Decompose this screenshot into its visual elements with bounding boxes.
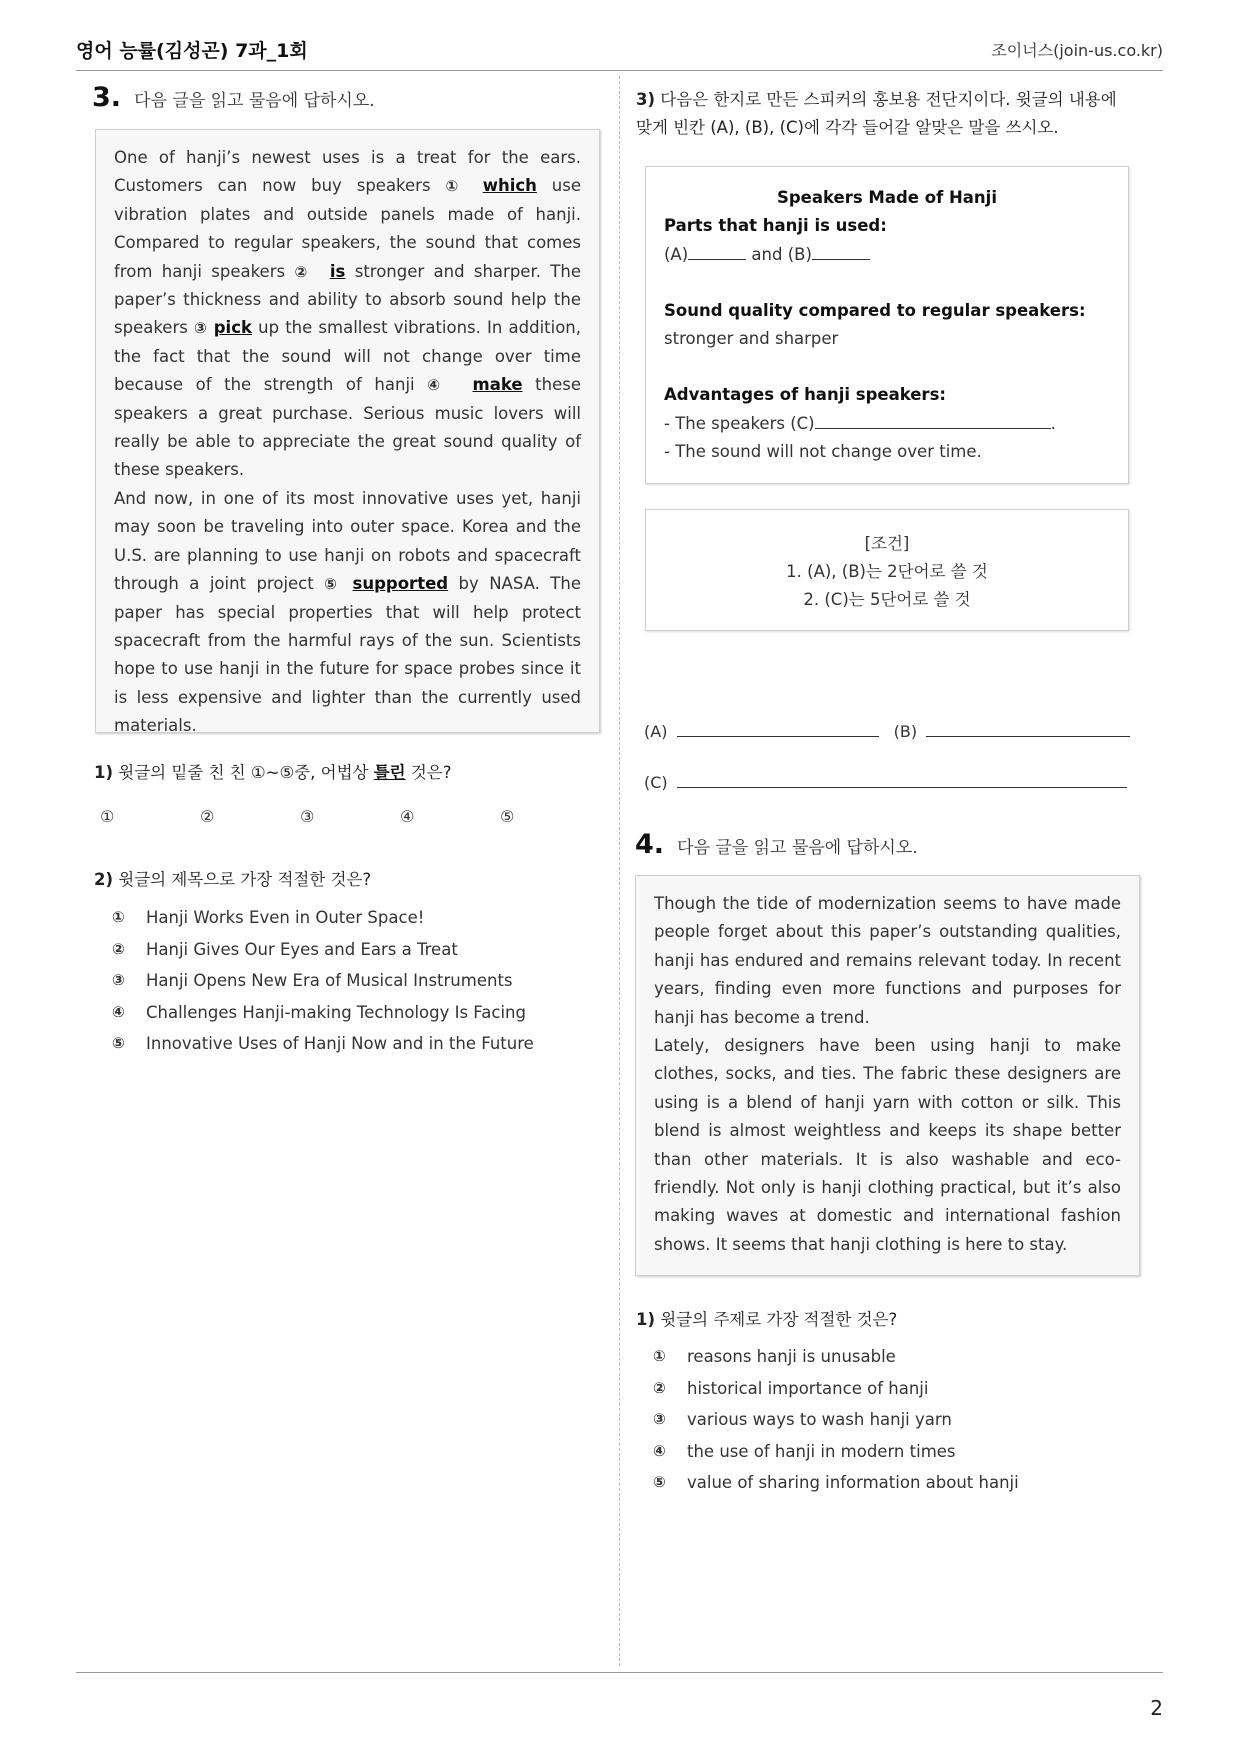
passage-text: stronger and sharper. The paper’s thickness and ability to absorb sound help the speakers xyxy=(114,261,581,338)
choice-number: ② xyxy=(653,1378,666,1397)
passage-4 xyxy=(635,875,1140,1276)
choice-number: ③ xyxy=(112,971,125,990)
blank-a[interactable] xyxy=(688,245,746,260)
subquestion-text: 것은? xyxy=(405,763,452,782)
choice-item[interactable] xyxy=(112,940,534,972)
blank-a-label: (A) xyxy=(664,244,689,264)
marker-1: ① xyxy=(445,177,468,196)
passage-text: use vibration plates and outside panels made of hanji. Compared to regular speakers, the sound that comes from hanji speakers xyxy=(114,176,582,281)
choice-text: value of sharing information about hanji xyxy=(687,1473,1019,1493)
subquestion-text: 윗글의 주제로 가장 적절한 것은? xyxy=(660,1310,898,1329)
option-4[interactable]: ④ xyxy=(400,807,415,826)
choice-item[interactable] xyxy=(653,1347,1019,1379)
sound-quality-label: Sound quality compared to regular speakers: xyxy=(664,300,1086,320)
marker-2: ② xyxy=(294,262,312,281)
advantages-label: Advantages of hanji speakers: xyxy=(664,385,946,405)
choice-number: ④ xyxy=(653,1441,666,1460)
question-4-heading xyxy=(635,829,918,860)
passage-4-paragraph-1: Though the tide of modernization seems to have made people forget about this paper’s outstanding qualities, hanji has endured and remains relevant today. In recent years, finding even more functions and purposes for hanji has become a trend. xyxy=(654,894,1121,1027)
answer-line-c xyxy=(644,773,1127,792)
underline-supported: supported xyxy=(352,574,449,594)
conditions-box xyxy=(645,509,1129,631)
underline-is: is xyxy=(329,261,346,281)
subquestion-text: 윗글의 밑줄 친 친 ①~⑤중, 어법상 xyxy=(118,763,374,782)
choice-text: the use of hanji in modern times xyxy=(687,1441,956,1461)
option-1[interactable]: ① xyxy=(100,807,115,826)
choice-number: ① xyxy=(112,908,125,926)
underline-make: make xyxy=(472,375,523,395)
choice-number: ⑤ xyxy=(112,1034,125,1053)
answer-line-ab xyxy=(644,722,1130,741)
marker-4: ④ xyxy=(427,376,448,395)
question-3-heading xyxy=(92,82,375,113)
choice-number: ④ xyxy=(112,1002,125,1021)
choice-text: Hanji Works Even in Outer Space! xyxy=(146,908,425,927)
choice-item[interactable] xyxy=(112,908,534,940)
subquestion-number: 1) xyxy=(636,1310,656,1329)
choice-item[interactable] xyxy=(112,971,534,1003)
advantage-2: - The sound will not change over time. xyxy=(664,442,982,462)
answer-options-row xyxy=(100,807,600,826)
marker-5: ⑤ xyxy=(324,575,343,594)
choice-number: ① xyxy=(653,1347,666,1365)
underline-pick: pick xyxy=(213,318,252,338)
answer-b-field[interactable] xyxy=(926,722,1130,737)
choice-number: ⑤ xyxy=(653,1473,666,1492)
choice-text: various ways to wash hanji yarn xyxy=(687,1410,952,1430)
question-instruction: 다음 글을 읽고 물음에 답하시오. xyxy=(677,838,918,858)
choice-number: ③ xyxy=(653,1410,666,1429)
question-3-2 xyxy=(94,866,371,890)
page-number: 2 xyxy=(1150,1696,1163,1720)
advantage-text: - The speakers (C) xyxy=(664,413,815,433)
option-5[interactable]: ⑤ xyxy=(500,807,515,826)
passage-4-paragraph-2: Lately, designers have been using hanji to make clothes, socks, and ties. The fabric these designers are using is a blend of hanji yarn with cotton or silk. This blend is almost weightless and keeps its shape better than other materials. It is also washable and eco-friendly. Not only is hanji clothing practical, but it’s also making waves at domestic and international fashion shows. It seems that hanji clothing is here to stay. xyxy=(654,1036,1121,1254)
blank-b[interactable] xyxy=(812,245,870,260)
condition-1: 1. (A), (B)는 2단어로 쓸 것 xyxy=(786,562,988,581)
choice-list xyxy=(653,1347,1019,1505)
choice-list xyxy=(112,908,534,1066)
choice-number: ② xyxy=(112,939,125,958)
advantage-1 xyxy=(664,410,1110,438)
underline-which: which xyxy=(482,176,537,196)
question-number: 3. xyxy=(92,82,122,113)
choice-text: Hanji Gives Our Eyes and Ears a Treat xyxy=(146,939,458,959)
question-4-1 xyxy=(636,1306,897,1330)
choice-item[interactable] xyxy=(653,1442,1019,1474)
answer-b-label: (B) xyxy=(893,722,918,741)
footer-divider xyxy=(76,1672,1163,1673)
question-3-1 xyxy=(94,759,452,783)
sound-quality-value: stronger and sharper xyxy=(664,329,839,349)
advantage-period: . xyxy=(1050,413,1056,433)
choice-item[interactable] xyxy=(653,1410,1019,1442)
passage-3-paragraph-2 xyxy=(114,485,581,741)
passage-3-paragraph-1 xyxy=(114,144,581,485)
choice-item[interactable] xyxy=(112,1003,534,1035)
answer-a-field[interactable] xyxy=(677,722,879,737)
passage-text: these speakers a great purchase. Serious music lovers will really be able to appreciate the great sound quality of these speakers. xyxy=(114,375,581,480)
option-3[interactable]: ③ xyxy=(300,807,315,826)
passage-text: One of hanji’s newest uses is a treat for the ears. Customers can now buy speakers xyxy=(114,148,581,196)
passage-3 xyxy=(95,129,600,736)
subquestion-text: 윗글의 제목으로 가장 적절한 것은? xyxy=(118,870,372,889)
choice-text: Challenges Hanji-making Technology Is Facing xyxy=(146,1002,526,1022)
condition-2: 2. (C)는 5단어로 쓸 것 xyxy=(803,590,971,609)
option-2[interactable]: ② xyxy=(200,807,215,826)
blank-b-label: and (B) xyxy=(746,244,812,264)
passage-text: And now, in one of its most innovative uses yet, hanji may soon be traveling into outer space. Korea and the U.S. are planning to use hanji on robots and spacecraft through a joint project xyxy=(114,488,581,594)
question-number: 4. xyxy=(635,829,665,860)
answer-c-label: (C) xyxy=(644,773,668,792)
marker-3: ③ xyxy=(193,319,208,338)
column-divider xyxy=(619,76,620,1666)
parts-blanks xyxy=(664,241,1110,269)
answer-c-field[interactable] xyxy=(677,773,1127,788)
passage-text: up the smallest vibrations. In addition, the fact that the sound will not change over time because of the strength of hanji xyxy=(114,318,582,395)
subquestion-text: 다음은 한지로 만든 스피커의 홍보용 전단지이다. 윗글의 내용에 맞게 빈칸 (A), (B), (C)에 각각 들어갈 알맞은 말을 쓰시오. xyxy=(636,90,1117,137)
conditions-title: [조건] xyxy=(864,534,910,553)
subquestion-number: 2) xyxy=(94,870,114,889)
subquestion-number: 1) xyxy=(94,763,114,782)
choice-item[interactable] xyxy=(653,1473,1019,1505)
flyer-box xyxy=(645,166,1129,484)
choice-text: Hanji Opens New Era of Musical Instruments xyxy=(146,971,513,991)
choice-text: reasons hanji is unusable xyxy=(687,1347,896,1366)
passage-text: by NASA. The paper has special properties that will help protect spacecraft from the harmful rays of the sun. Scientists hope to use hanji in the future for space probes since it is less expensive and lighter than the currently used materials. xyxy=(114,574,581,736)
header-divider xyxy=(76,70,1163,71)
site-name: 조이너스(join-us.co.kr) xyxy=(991,41,1163,60)
subquestion-number: 3) xyxy=(636,90,656,109)
choice-item[interactable] xyxy=(112,1034,534,1066)
choice-text: Innovative Uses of Hanji Now and in the Future xyxy=(146,1034,534,1054)
choice-text: historical importance of hanji xyxy=(687,1378,929,1398)
emphasis-wrong: 틀린 xyxy=(373,763,406,782)
parts-label: Parts that hanji is used: xyxy=(664,216,887,236)
blank-c[interactable] xyxy=(815,414,1051,429)
question-3-3 xyxy=(636,86,1136,142)
choice-item[interactable] xyxy=(653,1379,1019,1411)
question-instruction: 다음 글을 읽고 물음에 답하시오. xyxy=(134,91,375,111)
document-title: 영어 능률(김성곤) 7과_1회 xyxy=(76,40,308,62)
answer-a-label: (A) xyxy=(644,722,668,741)
flyer-title: Speakers Made of Hanji xyxy=(776,188,997,207)
